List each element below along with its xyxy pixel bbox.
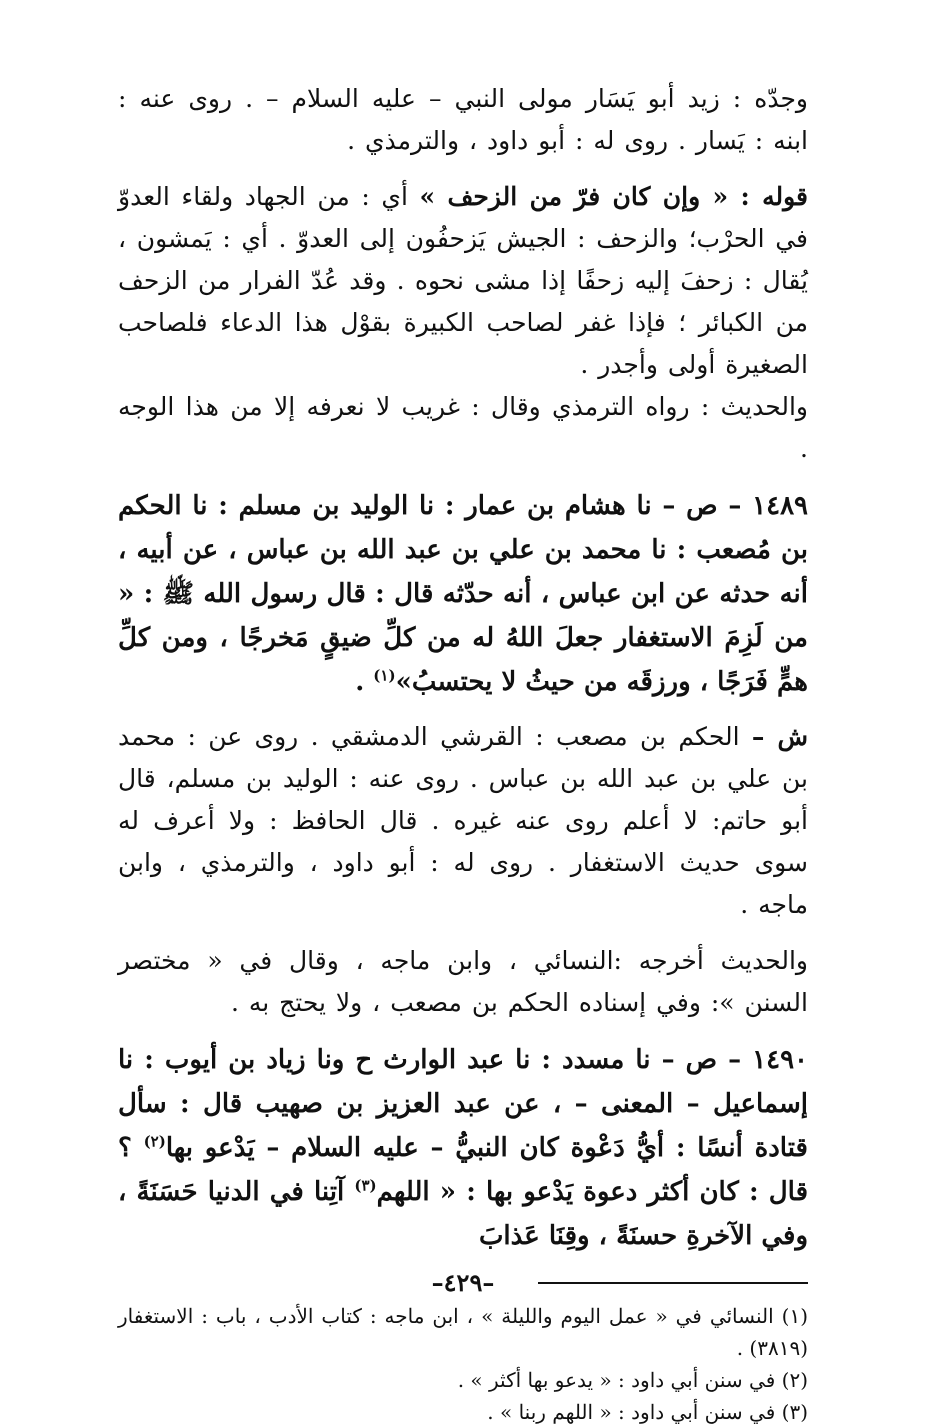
narrator-note: وجدّه : زيد أبو يَسَار مولى النبي – عليه السلام – . روى عنه : ابنه : يَسار . روى له : أبو داود ، والترمذي . xyxy=(118,84,808,155)
sharh-marker: ش – xyxy=(751,722,808,751)
commentary-paragraph xyxy=(118,78,808,162)
takhrij-text: والحديث أخرجه :النسائي ، وابن ماجه ، وقال في « مختصر السنن »: وفي إسناده الحكم بن مصعب ، ولا يحتج به . xyxy=(118,946,808,1017)
commentary-paragraph xyxy=(118,176,808,470)
footnotes xyxy=(118,1300,808,1428)
commentary-paragraph xyxy=(118,716,808,926)
footnote-2: (٢) في سنن أبي داود : « يدعو بها أكثر » . xyxy=(457,1368,808,1392)
narrator-bio: الحكم بن مصعب : القرشي الدمشقي . روى عن : محمد بن علي بن عبد الله بن عباس . روى عنه : الوليد بن مسلم، قال أبو حاتم: لا أعلم روى عنه غيره . قال الحافظ : ولا أعرف له سوى حديث الاستغفار . روى له : أبو داود ، والترمذي ، وابن ماجه . xyxy=(118,722,808,919)
commentary-paragraph xyxy=(118,940,808,1024)
hadith-text: ١٤٩٠ – ص – نا مسدد : نا عبد الوارث ح ونا زياد بن أيوب : نا إسماعيل – المعنى – ، عن عبد العزيز بن صهيب قال : سأل قتادة أنسًا : أيُّ دَعْوة كان النبيُّ – عليه السلام – يَدْعو بها xyxy=(118,1045,808,1163)
grading-note: والحديث : رواه الترمذي وقال : غريب لا نعرفه إلا من هذا الوجه . xyxy=(118,392,808,463)
explanation-text: أي : من الجهاد ولقاء العدوّ في الحرْب؛ والزحف : الجيش يَزحفُون إلى العدوّ . أي : يَمشون ، يُقال : زحفَ إليه زحفًا إذا مشى نحوه . وقد عُدّ الفرار من الزحف من الكبائر ؛ فإذا غفر لصاحب الكبيرة بقوْل هذا الدعاء فلصاحب الصغيرة أولى وأجدر . xyxy=(118,182,808,379)
hadith-text: ١٤٨٩ – ص – نا هشام بن عمار : نا الوليد بن مسلم : نا الحكم بن مُصعب : نا محمد بن علي بن عبد الله بن عباس ، عن أبيه ، أنه حدثه عن ابن عباس ، أنه حدّثه قال : قال رسول الله ﷺ : « من لَزِمَ الاستغفار جعلَ اللهُ له من كلِّ ضيقٍ مَخرجًا ، ومن كلِّ همٍّ فَرَجًا ، ورزقَه من حيثُ لا يحتسبُ» xyxy=(118,491,808,697)
hadith-1490 xyxy=(118,1038,808,1258)
hadith-text: ؟ قال : كان أكثر دعوة يَدْعو بها : « اللهم xyxy=(118,1133,809,1207)
footnote-ref: (١) xyxy=(373,666,396,685)
hadith-1489 xyxy=(118,484,808,704)
page-number: –٤٢٩– xyxy=(431,1268,495,1297)
quoted-phrase: قوله : « وإن كان فرّ من الزحف » xyxy=(419,182,808,211)
footnote-ref: (٣) xyxy=(354,1176,377,1195)
footnote-1: (١) النسائي في « عمل اليوم والليلة » ، ابن ماجه : كتاب الأدب ، باب : الاستغفار (٣٨١٩) . xyxy=(118,1304,808,1360)
hadith-text: آتِنا في الدنيا حَسَنَةً ، وفي الآخرةِ حسنَةً ، وقِنَا عَذابَ xyxy=(118,1177,808,1251)
hadith-end: . xyxy=(355,667,374,697)
footnote-3: (٣) في سنن أبي داود : « اللهم ربنا » . xyxy=(487,1400,808,1424)
footnote-ref: (٢) xyxy=(143,1132,166,1151)
